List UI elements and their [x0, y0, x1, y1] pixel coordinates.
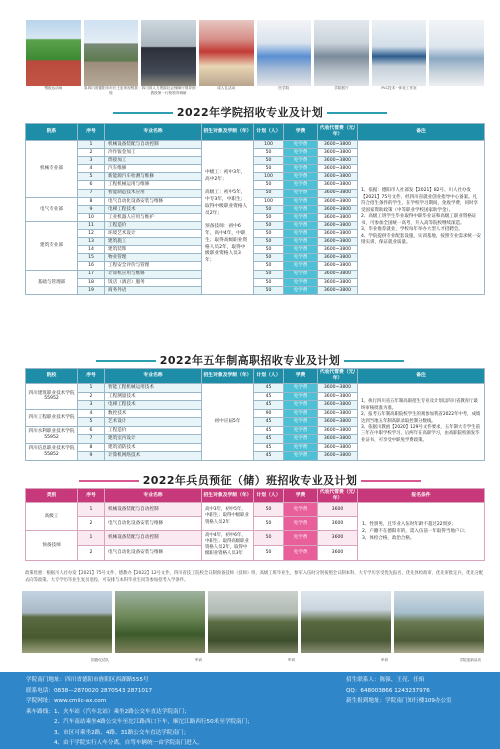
row-major: 新能源汽车检测与维修 [105, 173, 202, 181]
group-condition: 高中4年，初中6年，中职生；取得高级职业资格人员2年，取得中级职业资格人员3年 [202, 531, 254, 561]
header-notes: 备注 [358, 369, 485, 384]
header-fee: 学费 [284, 369, 318, 384]
row-no: 7 [78, 189, 105, 197]
title-bar-right [361, 480, 421, 482]
row-plan: 50 [254, 213, 284, 221]
top-photo-strip [26, 20, 484, 102]
row-no: 2 [78, 149, 105, 157]
header-dept: 院系 [26, 124, 78, 141]
row-fee: 免学费 [284, 205, 318, 213]
row-no: 5 [78, 173, 105, 181]
header-school: 院校 [26, 369, 78, 384]
row-fee: 免学费 [284, 531, 318, 546]
row-major: 电气自动化设备安装与维修 [105, 197, 202, 205]
row-no: 16 [78, 262, 105, 270]
photo-caption: 国旗仪仗队 [91, 658, 109, 662]
row-major: 工程测量技术 [105, 392, 202, 401]
photo-caption: PLC技术一体化工作室 [381, 86, 417, 90]
row-no: 5 [78, 418, 105, 427]
footer-qq: QQ：648003866 1243237976 [346, 687, 430, 694]
row-major: 电梯工程技术 [105, 401, 202, 410]
row-no: 18 [78, 278, 105, 286]
header-category: 类别 [26, 489, 78, 503]
row-no: 2 [78, 545, 105, 560]
row-no: 6 [78, 181, 105, 189]
row-misc: 3600~3800 [318, 262, 358, 270]
row-plan: 50 [254, 230, 284, 238]
photo-hr-dept-visit [141, 20, 196, 102]
title-bar-right [344, 360, 404, 362]
header-fee: 学费 [284, 489, 318, 503]
row-major: 数控技术 [105, 409, 202, 418]
row-plan: 50 [254, 517, 284, 531]
note-line: 2、报考五年制高职院校学生的须参加我省2022年中考，成绩达到当地五年制高职录取控制分数线。 [361, 412, 481, 424]
header-notes: 备注 [358, 124, 485, 141]
note-line: 4、学院提供专业配套设施，实训基地，按照专业需求统一安排实训，保证就业质量。 [361, 233, 481, 246]
row-fee: 免学费 [284, 141, 318, 149]
row-fee: 免学费 [284, 278, 318, 286]
row-no: 15 [78, 254, 105, 262]
row-plan: 45 [254, 426, 284, 435]
row-fee: 免学费 [284, 452, 318, 461]
row-no: 1 [78, 503, 105, 517]
photo-image [429, 20, 484, 86]
photo-caption: 学院展厅 [334, 86, 349, 90]
header-requirements: 报名条件 [358, 489, 485, 503]
row-major: 工程造价 [105, 426, 202, 435]
table-header-row [26, 124, 485, 141]
note-line: 1、依据：德阳市人社部发【2021】82号、川人社办发【2021】75号文件，经四川省就业创业指导中心备案。凡符合招生条件的学生，在学校学习期间，免收学费，同时享受国家资助政策（中等职业学校国家助学金）。 [361, 188, 478, 213]
header-target: 招生对象及学制（年） [202, 489, 254, 503]
title-bar-left [96, 360, 156, 362]
row-plan: 50 [254, 503, 284, 517]
note-line: 3、依据川教函【2020】129号文件要求，五年制大专学生前三年在中职学校学习，后两年在高职学习，由高职院校颁发毕业证书，可享受中职免学费政策。 [361, 424, 480, 443]
dept-name: 电气专业部 [26, 197, 78, 221]
row-plan: 50 [254, 254, 284, 262]
row-misc: 3600~3800 [318, 149, 358, 157]
row-plan: 50 [254, 238, 284, 246]
row-plan: 50 [254, 181, 284, 189]
title-bar-left [79, 480, 139, 482]
header-target: 招生对象及学制（年） [202, 369, 254, 384]
row-misc: 3600~3800 [318, 181, 358, 189]
dept-name: 机械专业部 [26, 141, 78, 198]
school-name: 四川水利职业技术学院55952 [26, 426, 78, 443]
row-no: 1 [78, 384, 105, 393]
school-name: 四川工程职业技术学院 [26, 409, 78, 426]
footer-route: 乘车路线：1、火车站（汽车北站）乘坐2路公交车直达学院南门； [26, 708, 190, 715]
photo-plc-studio [372, 20, 427, 102]
title-bar-right [327, 112, 387, 114]
table-row [26, 384, 485, 393]
table-row [26, 141, 485, 149]
row-major: 工程机械运用与维修 [105, 181, 202, 189]
row-major: 智能工程机械运用技术 [105, 384, 202, 393]
row-misc: 3600~3800 [318, 189, 358, 197]
row-fee: 免学费 [284, 165, 318, 173]
row-no: 11 [78, 221, 105, 229]
footer-right-column [346, 675, 496, 707]
photo-mayor-visit [84, 20, 139, 102]
photo-image [372, 20, 427, 86]
row-no: 1 [78, 141, 105, 149]
row-no: 19 [78, 286, 105, 294]
row-fee: 免学费 [284, 270, 318, 278]
photo-image [301, 591, 391, 653]
photo-lab [429, 20, 484, 102]
row-major: 商务外语 [105, 286, 202, 294]
row-plan: 50 [254, 165, 284, 173]
section2-title [0, 352, 500, 368]
row-no: 3 [78, 157, 105, 165]
row-no: 2 [78, 517, 105, 531]
row-misc: 3600~3800 [318, 384, 358, 393]
row-major: 工程安全评价与管理 [105, 262, 202, 270]
row-fee: 免学费 [284, 254, 318, 262]
row-major: 建筑消防技术 [105, 443, 202, 452]
row-misc: 3600~3800 [318, 197, 358, 205]
header-no: 序号 [78, 124, 105, 141]
row-no: 9 [78, 452, 105, 461]
row-fee: 免学费 [284, 230, 318, 238]
row-plan: 100 [254, 197, 284, 205]
section2-table [25, 368, 485, 461]
row-misc: 3600~3800 [318, 409, 358, 418]
row-major: 智能制造技术应用 [105, 189, 202, 197]
header-plan: 计划（人） [254, 489, 284, 503]
row-misc: 3600~3800 [318, 213, 358, 221]
row-major: 焊接加工 [105, 157, 202, 165]
row-misc: 3600 [318, 545, 358, 560]
photo-image [199, 20, 254, 86]
photo-image [314, 20, 369, 86]
row-no: 12 [78, 230, 105, 238]
row-fee: 免学费 [284, 173, 318, 181]
row-fee: 免学费 [284, 443, 318, 452]
row-plan: 45 [254, 452, 284, 461]
footer [0, 672, 500, 749]
dept-name: 建筑专业部 [26, 221, 78, 270]
row-no: 13 [78, 238, 105, 246]
row-no: 14 [78, 246, 105, 254]
photo-caption: 军训 [194, 658, 202, 662]
school-name: 四川信息职业技术学院55852 [26, 443, 78, 460]
row-fee: 免学费 [284, 213, 318, 221]
row-no: 17 [78, 270, 105, 278]
photo-welcome-activity [394, 591, 484, 667]
enrollment-condition: 初中应届5年 [202, 384, 254, 461]
row-major: 冷作钣金加工 [105, 149, 202, 157]
row-major: 艺术设计 [105, 418, 202, 427]
row-fee: 免学费 [284, 221, 318, 229]
row-fee: 免学费 [284, 545, 318, 560]
group-name: 高级工 [26, 503, 78, 531]
row-major: 物业管理 [105, 254, 202, 262]
row-major: 计算机应用与维修 [105, 270, 202, 278]
photo-caption [429, 86, 484, 102]
table-header-row [26, 489, 485, 503]
row-no: 4 [78, 165, 105, 173]
section1-title [0, 104, 500, 120]
note-line: 1、执行四川省五年制高职招生专业及计划以四川省教育厅最终审核批准为准。 [361, 399, 478, 411]
photo-sports-field [26, 20, 81, 102]
requirement-line: 1、性别男，且毕业入伍时年龄不超过22周岁； [362, 521, 457, 527]
row-fee: 免学费 [284, 246, 318, 254]
row-misc: 3600~3800 [318, 254, 358, 262]
section3-table [25, 488, 485, 561]
dept-name: 基础与管理部 [26, 270, 78, 294]
photo-image [257, 20, 312, 86]
row-fee: 免学费 [284, 197, 318, 205]
group-condition: 高中3年，初中5年，中职生；取得中级职业资格人员2年 [202, 503, 254, 531]
photo-caption: 塑胶运动场 [44, 86, 63, 90]
note-line: 2、高级工班学生毕业取得中职毕业证和高级工职业资格证书，可参加全国统一高考，升入高等院校继续深造。 [361, 214, 477, 226]
row-major: 工业机器人应用与维护 [105, 213, 202, 221]
row-plan: 50 [254, 545, 284, 560]
row-misc: 3600~3800 [318, 435, 358, 444]
header-no: 序号 [78, 489, 105, 503]
row-misc: 3600~3800 [318, 270, 358, 278]
row-misc: 3600 [318, 503, 358, 517]
photo-military-training [301, 591, 391, 667]
row-no: 10 [78, 213, 105, 221]
school-name: 四川建筑职业技术学院55952 [26, 384, 78, 410]
condition-line: 中级工：初中3年，高中2年； [205, 169, 246, 182]
row-major: 机械设备装配与自动控制 [105, 503, 202, 517]
row-misc: 3600~3800 [318, 426, 358, 435]
title-bar-left [113, 112, 173, 114]
row-plan: 50 [254, 221, 284, 229]
row-misc: 3600~3800 [318, 157, 358, 165]
header-plan: 计划（人） [254, 369, 284, 384]
row-no: 7 [78, 435, 105, 444]
requirement-line: 3、体检合格，政治合格。 [362, 535, 415, 541]
row-major: 工程造价 [105, 221, 202, 229]
row-misc: 3600~3800 [318, 443, 358, 452]
section2-title-text: 2022年五年制高职招收专业及计划 [159, 354, 341, 367]
row-fee: 免学费 [284, 238, 318, 246]
row-no: 1 [78, 531, 105, 546]
condition-line: 预备技师：初中6年，高中4年，中职生；取得高级职业资格人员2年，取得中级职业资格人员3年； [205, 224, 248, 264]
row-misc: 3600~3800 [318, 230, 358, 238]
row-no: 6 [78, 426, 105, 435]
row-plan: 50 [254, 262, 284, 270]
section1-table [25, 123, 485, 295]
header-misc: 代收代管费（元/年） [318, 369, 358, 384]
row-misc: 3600~3800 [318, 418, 358, 427]
photo-military-training [115, 591, 205, 667]
requirement-line: 2、户籍不在德阳市的，需入伍前一年取得当地户口； [362, 528, 469, 534]
row-misc: 3600~3800 [318, 278, 358, 286]
header-misc: 代收代管费（元/年） [318, 489, 358, 503]
header-misc: 代收代管费（元/年） [318, 124, 358, 141]
row-plan: 50 [254, 189, 284, 197]
group-name: 预备技师 [26, 531, 78, 561]
row-major: 机械设备装配与自动控制 [105, 531, 202, 546]
row-major: 环境艺术设计 [105, 230, 202, 238]
row-major: 饭店（酒店）服务 [105, 278, 202, 286]
condition-line: 高级工：初中5年，中专3年，中职生；取得中级职业资格人员2年； [205, 190, 248, 216]
row-plan: 50 [254, 246, 284, 254]
photo-caption: 医学院 [278, 86, 290, 90]
note-line: 3、毕业推荐就业，学校每年举办大型人才招聘会。 [361, 227, 463, 233]
notes-cell [358, 384, 485, 461]
photo-caption: 成人礼活动 [217, 86, 236, 90]
row-fee: 免学费 [284, 503, 318, 517]
row-misc: 3600~3800 [318, 452, 358, 461]
row-plan: 50 [254, 157, 284, 165]
row-misc: 3600~3800 [318, 173, 358, 181]
row-plan: 45 [254, 443, 284, 452]
photo-caption: 原四川省德阳市市长王忠荣视察我校 [83, 86, 138, 95]
row-fee: 免学费 [284, 418, 318, 427]
footer-route: 3、市区可乘坐2路、4路、31路公交车直达学院南门； [26, 729, 190, 736]
section1-title-text: 2022年学院招收专业及计划 [176, 106, 324, 119]
row-plan: 50 [254, 531, 284, 546]
row-fee: 免学费 [284, 401, 318, 410]
photo-medical-school [257, 20, 312, 102]
row-plan: 50 [254, 286, 284, 294]
row-no: 4 [78, 409, 105, 418]
row-major: 电气自动化设备安装与维修 [105, 517, 202, 531]
photo-coming-of-age [199, 20, 254, 102]
row-major: 建筑装饰 [105, 246, 202, 254]
section3-title [0, 472, 500, 488]
footer-route: 4、由于学院实行人车分离，自驾车辆统一由学院南门进入。 [26, 740, 203, 746]
row-no: 3 [78, 401, 105, 410]
footer-phone: 联系电话：0838—2870020 2870543 2871017 [26, 687, 153, 694]
row-plan: 50 [254, 278, 284, 286]
row-misc: 3600~3800 [318, 392, 358, 401]
header-fee: 学费 [284, 124, 318, 141]
row-plan: 45 [254, 435, 284, 444]
photo-image [22, 591, 112, 653]
enrollment-conditions [202, 141, 254, 295]
footer-website-link[interactable]: 学院网址：www.cmiic-ax.com [26, 698, 107, 704]
footer-checkin-address: 新生报到地址：学院南门知行楼109办公室 [346, 698, 452, 704]
row-plan: 45 [254, 401, 284, 410]
photo-caption: 学院迎新活动 [459, 658, 481, 662]
row-misc: 3600~3800 [318, 401, 358, 410]
table-row [26, 503, 485, 517]
row-fee: 免学费 [284, 426, 318, 435]
row-misc: 3600~3800 [318, 286, 358, 294]
row-misc: 3600~3800 [318, 141, 358, 149]
photo-image [208, 591, 298, 653]
row-fee: 免学费 [284, 409, 318, 418]
photo-image [84, 20, 139, 86]
row-major: 电梯工程技术 [105, 205, 202, 213]
row-major: 建筑室内设计 [105, 435, 202, 444]
row-fee: 免学费 [284, 384, 318, 393]
row-plan: 50 [254, 270, 284, 278]
row-plan: 90 [254, 409, 284, 418]
bottom-photo-strip [22, 591, 484, 667]
header-plan: 计划（人） [254, 124, 284, 141]
header-major: 专业名称 [105, 489, 202, 503]
photo-image [115, 591, 205, 653]
row-misc: 3600~3800 [318, 238, 358, 246]
row-plan: 100 [254, 173, 284, 181]
row-major: 汽车维修 [105, 165, 202, 173]
footer-address: 学院南门地址：四川省德阳市旌阳区西湖路555号 [26, 677, 149, 683]
row-fee: 免学费 [284, 517, 318, 531]
header-major: 专业名称 [105, 369, 202, 384]
row-no: 8 [78, 197, 105, 205]
row-misc: 3600~3800 [318, 246, 358, 254]
section3-title-text: 2022年兵员预征（储）班招收专业及计划 [142, 474, 358, 487]
photo-caption: 军训 [287, 658, 295, 662]
policy-text: 政策优惠：根据川人社办发【2021】75号文件，德教办【2022】12号文件，四川省技工院校全日制预备技师（技师）班，高级工班毕业生，参军入伍时分别按照全日制本科、大专学历享受优先报名，优先体检政审、优先审批定兵，优先分配去向等政策。大专学历毕业生复员退役，可安排与本科毕业生同等参加招考入学条件。 [25, 571, 484, 583]
row-misc: 3600 [318, 517, 358, 531]
header-no: 序号 [78, 369, 105, 384]
row-no: 9 [78, 205, 105, 213]
row-fee: 免学费 [284, 435, 318, 444]
row-plan: 100 [254, 141, 284, 149]
row-fee: 免学费 [284, 392, 318, 401]
footer-left-column [26, 675, 326, 749]
footer-contacts: 招生联系人：陈强、王亮、任焰 [346, 677, 425, 683]
row-major: 计算机网络技术 [105, 452, 202, 461]
row-misc: 3600~3800 [318, 221, 358, 229]
photo-image [26, 20, 81, 86]
footer-route: 2、汽车南站乘坐4路公交车至沱江路西口下车，顺沱江路西行50米至学院南门； [26, 719, 253, 725]
photo-honor-guard [22, 591, 112, 667]
row-major: 电气自动化设备安装与维修 [105, 545, 202, 560]
photo-military-training [208, 591, 298, 667]
photo-image [141, 20, 196, 86]
table-header-row [26, 369, 485, 384]
row-fee: 免学费 [284, 181, 318, 189]
row-misc: 3600~3800 [318, 205, 358, 213]
row-misc: 3600 [318, 531, 358, 546]
requirements-cell [358, 503, 485, 561]
row-fee: 免学费 [284, 286, 318, 294]
notes-cell [358, 141, 485, 295]
photo-exhibition-hall [314, 20, 369, 102]
header-major: 专业名称 [105, 124, 202, 141]
row-plan: 45 [254, 418, 284, 427]
row-fee: 免学费 [284, 189, 318, 197]
row-no: 8 [78, 443, 105, 452]
row-fee: 免学费 [284, 157, 318, 165]
row-plan: 45 [254, 392, 284, 401]
row-major: 建筑施工 [105, 238, 202, 246]
row-no: 2 [78, 392, 105, 401]
row-plan: 50 [254, 149, 284, 157]
photo-caption: 军训 [380, 658, 388, 662]
row-fee: 免学费 [284, 149, 318, 157]
row-plan: 45 [254, 384, 284, 393]
row-plan: 50 [254, 205, 284, 213]
row-fee: 免学费 [284, 262, 318, 270]
photo-caption: 四川省人力资源社会保障厅领导到我校第一行校领导调研 [141, 86, 196, 95]
photo-image [394, 591, 484, 653]
header-target: 招生对象及学制（年） [202, 124, 254, 141]
row-misc: 3600~3800 [318, 165, 358, 173]
row-major: 机械设备装配与自动控制 [105, 141, 202, 149]
